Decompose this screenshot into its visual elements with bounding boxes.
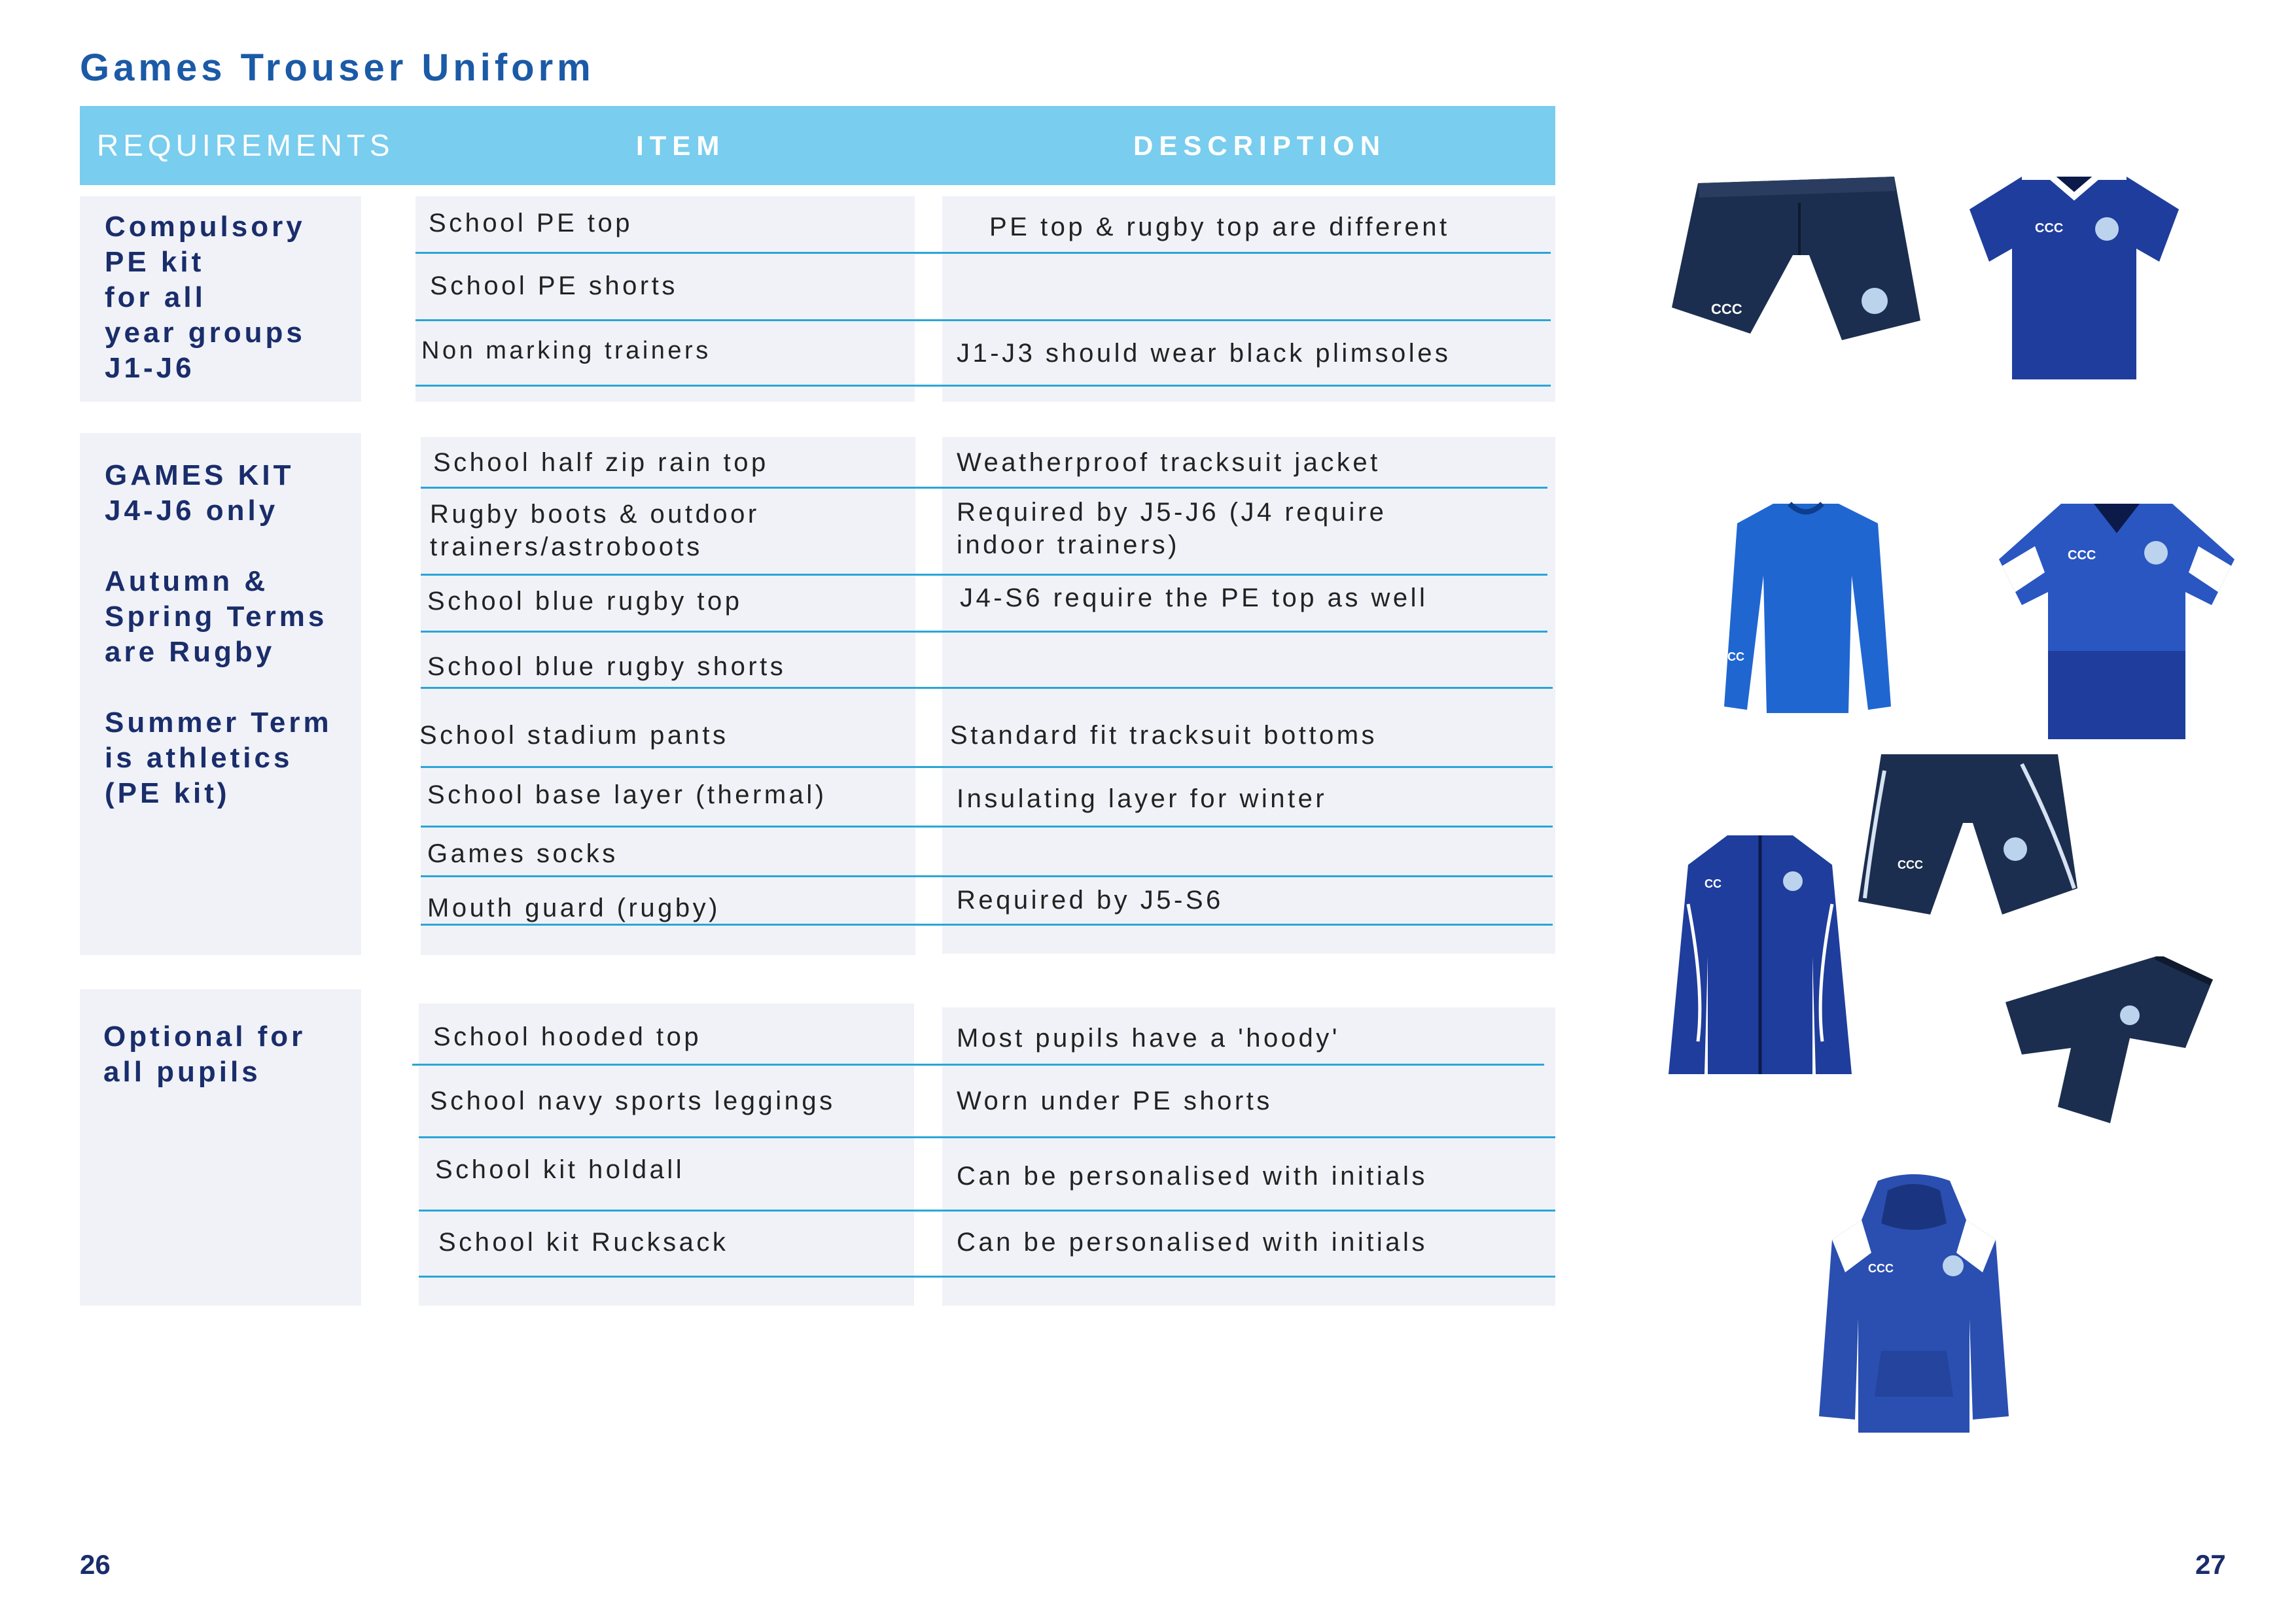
description-cell: Most pupils have a 'hoody': [957, 1024, 1340, 1053]
row-divider: [421, 826, 1553, 828]
rugby-shorts-photo: [1858, 751, 2081, 928]
rugby-top-photo: [1996, 494, 2238, 742]
item-cell: School navy sports leggings: [430, 1087, 836, 1115]
description-cell: Can be personalised with initials: [957, 1162, 1428, 1191]
section-label-compulsory: Compulsory PE kit for all year groups J1-J6: [105, 211, 306, 384]
description-cell: Required by J5-S6: [957, 886, 1224, 915]
page-number-left: 26: [80, 1549, 111, 1580]
description-cell: Required by J5-J6 (J4 require indoor trainers): [957, 498, 1387, 559]
item-cell: School PE top: [429, 209, 633, 237]
item-cell: School kit holdall: [435, 1155, 685, 1184]
description-cell: J1-J3 should wear black plimsoles: [957, 339, 1451, 368]
item-cell: School kit Rucksack: [438, 1228, 729, 1257]
svg-text:CCC: CCC: [1898, 858, 1923, 871]
item-cell: School PE shorts: [430, 271, 678, 300]
description-cell: Worn under PE shorts: [957, 1087, 1273, 1115]
item-cell: Non marking trainers: [421, 337, 711, 364]
section-label-optional: Optional for all pupils: [103, 1021, 306, 1088]
row-divider: [419, 1276, 1555, 1278]
row-divider: [421, 487, 1547, 489]
hoodie-photo: [1816, 1174, 2012, 1436]
row-divider: [421, 574, 1547, 576]
description-cell: Standard fit tracksuit bottoms: [950, 721, 1378, 750]
header-item: ITEM: [636, 130, 726, 161]
svg-text:CCC: CCC: [1711, 301, 1742, 317]
description-cell: Insulating layer for winter: [957, 784, 1328, 813]
row-divider: [419, 1210, 1555, 1212]
item-cell: Games socks: [427, 839, 618, 868]
item-cell: School base layer (thermal): [427, 780, 827, 809]
svg-text:CCC: CCC: [2068, 548, 2096, 563]
item-cell: School half zip rain top: [433, 448, 769, 477]
item-cell: Rugby boots & outdoor trainers/astroboots: [430, 500, 760, 561]
svg-text:CCC: CCC: [1868, 1262, 1894, 1275]
item-cell: School blue rugby top: [427, 587, 743, 616]
pe-top-photo: [1963, 164, 2185, 386]
row-divider: [421, 766, 1553, 768]
row-divider: [415, 319, 1551, 321]
description-cell: Can be personalised with initials: [957, 1228, 1428, 1257]
page-number-right: 27: [2195, 1549, 2226, 1580]
row-divider: [415, 252, 1551, 254]
header-requirements: REQUIREMENTS: [97, 128, 395, 162]
base-layer-photo: [1714, 497, 1898, 720]
row-divider: [421, 875, 1553, 877]
item-cell: School hooded top: [433, 1022, 702, 1051]
row-divider: [421, 687, 1553, 689]
navy-shorts-photo: [1672, 177, 1934, 386]
row-divider: [419, 1136, 1555, 1138]
table-header: [80, 106, 1555, 185]
row-divider: [415, 385, 1551, 387]
description-cell: J4-S6 require the PE top as well: [960, 584, 1428, 612]
description-cell: PE top & rugby top are different: [989, 213, 1450, 241]
item-cell: School stadium pants: [419, 721, 729, 750]
page-title: Games Trouser Uniform: [80, 46, 595, 89]
header-description: DESCRIPTION: [1133, 130, 1386, 161]
item-cell: School blue rugby shorts: [427, 652, 786, 681]
rain-jacket-photo: [1665, 826, 1855, 1081]
svg-text:CC: CC: [1704, 877, 1722, 890]
row-divider: [412, 1064, 1544, 1066]
description-cell: Weatherproof tracksuit jacket: [957, 448, 1381, 477]
item-cell: Mouth guard (rugby): [427, 894, 720, 922]
svg-text:CC: CC: [1727, 650, 1744, 663]
stadium-pants-photo: [1999, 956, 2215, 1126]
row-divider: [421, 631, 1547, 633]
svg-text:CCC: CCC: [2035, 221, 2064, 236]
row-divider: [421, 924, 1553, 926]
section-label-games-kit: GAMES KIT J4-J6 only Autumn & Spring Terms are Rugby Summer Term is athletics (PE kit): [105, 459, 332, 809]
